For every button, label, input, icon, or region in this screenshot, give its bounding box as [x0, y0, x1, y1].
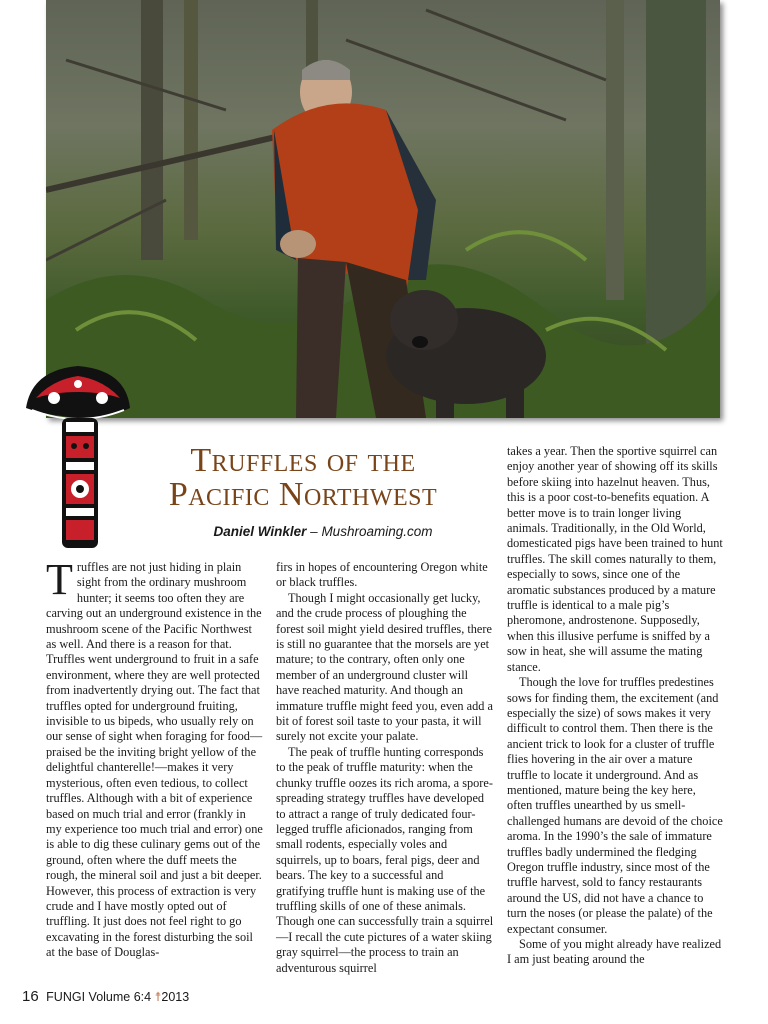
magazine-name: FUNGI: [46, 990, 86, 1004]
text-column-3: [507, 444, 723, 968]
page-number: 16: [22, 988, 39, 1005]
article-title: [118, 444, 488, 512]
article-photo: [46, 0, 720, 418]
paragraph-text: ruffles are not just hiding in plain sight from the ordinary mushroom hunter; it seems too often they are carving out an underground existence in the mushroom scene of the Pacific Northwest as well. And there is a reason for that. Truffles went underground to fruit in a safe environment, where they are well protected from inadvertently drying out. The fact that truffles opted for underground fruiting, invisible to us bipeds, who usually rely on our sense of sight when foraging for food—praised be the inviting bright yellow of the delightful chanterelle!—makes it very mysterious, often even tedious, to collect truffles. Although with a bit of experience based on much trial and error (frankly in my experience too much trial and error) one is able to dig these culinary gems out of the ground, often where the duff meets the rough, the mineral soil and just a bit deeper. However, this process of extraction is very crude and I have mostly opted out of truffling. It just does not feel right to go excavating in the forest disturbing the soil at the base of Douglas-: [46, 560, 263, 960]
paragraph: [46, 555, 264, 961]
author-name: Daniel Winkler: [213, 524, 307, 539]
drop-cap: T: [46, 555, 73, 604]
cross-icon: ☨: [154, 990, 162, 1004]
volume-label: Volume 6:4: [88, 990, 152, 1004]
paragraph: The peak of truffle hunting corresponds to the peak of truffle maturity: when the chunky truffle oozes its rich aroma, a spore-spreading strategy truffles have developed to attract a range of truly dedicated four-legged truffle aficionados, ranging from small rodents, especially voles and squirrels, up to boars, feral pigs, deer and bears. The key to a successful and gratifying truffle hunt is making use of the truffling skills of one of these animals. Though one can successfully train a squirrel—I recall the cute pictures of a water skiing gray squirrel—the process to train an adventurous squirrel: [276, 744, 494, 975]
paragraph: Some of you might already have realized I am just beating around the: [507, 937, 722, 967]
paragraph: Though the love for truffles predestines sows for finding them, the excitement (and especially the size) of sows makes it very difficult to control them. Then there is the ancient trick to look for a cluster of truffle flies hovering in the air over a mature truffle to locate it underground. And as mentioned, mature being the key here, often truffles unearthed by us smell-challenged humans are devoid of the choice aroma. In the 1990’s the sale of immature truffles badly undermined the fledging Oregon truffle industry, since most of the truffle harvest, sold to fancy restaurants around the US, did not have a chance to turn the noses (or please the palate) of the expectant consumer.: [507, 675, 723, 936]
title-line-1: Truffles of the: [190, 442, 416, 479]
photo-illustration: [46, 0, 720, 418]
byline: [118, 524, 528, 539]
page-footer: [22, 988, 189, 1005]
byline-separator: –: [306, 524, 322, 539]
source-site: Mushroaming.com: [321, 524, 433, 539]
paragraph: takes a year. Then the sportive squirrel can enjoy another year of showing off its skills before skiing into hazelnut heaven. Thus, this is a poor cost-to-benefits equation. A better move is to train longer living animals. Traditionally, in the Old World, domesticated pigs have been trained to hunt truffles. The skill comes naturally to them, especially to sows, since one of the aromatic substances produced by a mature truffle is identical to a male pig’s pheromone, androstenone. Supposedly, when this illusive perfume is sniffed by a sow in heat, she will assume the mating stance.: [507, 444, 723, 674]
year-label: 2013: [161, 990, 190, 1004]
paragraph: Though I might occasionally get lucky, and the crude process of ploughing the forest soil might yield desired truffles, there is still no guarantee that the morsels are yet mature; to the contrary, often only one member of an underground cluster will have reached maturity. And though an immature truffle might feed you, even add a bit of forest soil taste to your pasta, it will surely not excite your palate.: [276, 590, 493, 744]
paragraph: firs in hopes of encountering Oregon white or black truffles.: [276, 560, 488, 590]
title-line-2: Pacific Northwest: [168, 476, 438, 513]
text-column-2: [276, 560, 494, 976]
text-column-1: [46, 555, 264, 961]
